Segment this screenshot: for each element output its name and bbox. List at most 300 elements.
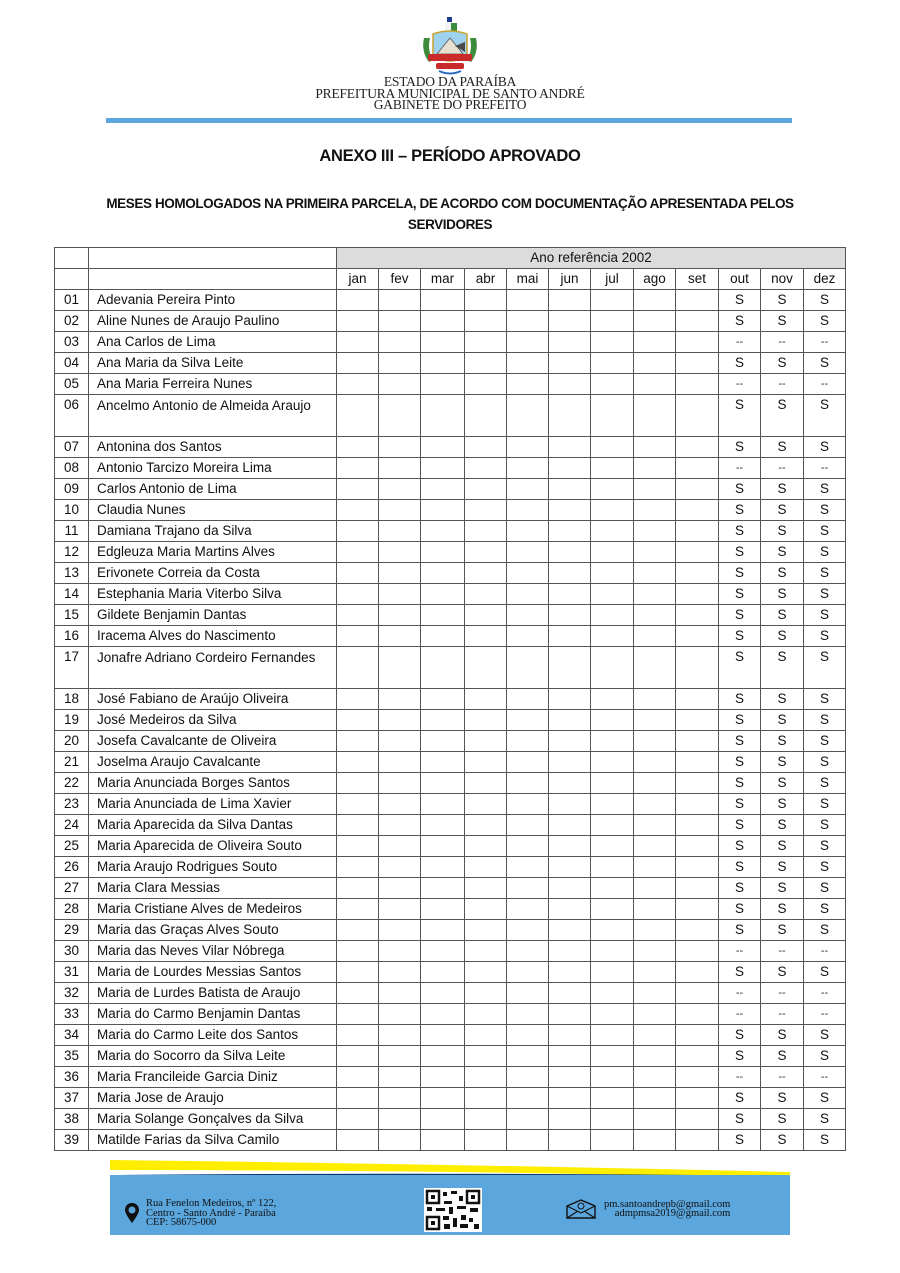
employee-name: Maria do Carmo Benjamin Dantas [89, 1004, 337, 1025]
employee-name: Maria das Graças Alves Souto [89, 920, 337, 941]
year-header-row [55, 248, 846, 269]
month-header-nov: nov [761, 269, 804, 290]
table-row [55, 563, 846, 584]
month-cell-fev [379, 626, 421, 647]
month-cell-mar [421, 500, 465, 521]
month-cell-mar [421, 878, 465, 899]
month-cell-mai [507, 920, 549, 941]
month-cell-ago [634, 752, 676, 773]
month-cell-jul [591, 626, 634, 647]
row-number: 36 [55, 1067, 89, 1088]
month-cell-jan [337, 374, 379, 395]
row-number: 37 [55, 1088, 89, 1109]
month-cell-jan [337, 332, 379, 353]
month-cell-mai [507, 1109, 549, 1130]
month-cell-mai [507, 395, 549, 437]
month-cell-nov: S [761, 689, 804, 710]
month-cell-fev [379, 731, 421, 752]
month-cell-mar [421, 689, 465, 710]
month-cell-mar [421, 1004, 465, 1025]
month-cell-jan [337, 458, 379, 479]
month-cell-out: S [719, 626, 761, 647]
month-cell-jan [337, 689, 379, 710]
month-cell-jun [549, 1109, 591, 1130]
table-row [55, 584, 846, 605]
month-cell-mar [421, 332, 465, 353]
row-number: 03 [55, 332, 89, 353]
month-cell-ago [634, 1004, 676, 1025]
month-cell-mar [421, 962, 465, 983]
org-line-office: GABINETE DO PREFEITO [373, 97, 527, 112]
month-cell-mar [421, 920, 465, 941]
month-cell-mai [507, 374, 549, 395]
month-cell-jul [591, 1130, 634, 1151]
month-cell-out: S [719, 731, 761, 752]
month-cell-mai [507, 563, 549, 584]
month-cell-out: S [719, 815, 761, 836]
month-cell-dez: S [804, 1046, 846, 1067]
footer-contact-emails [566, 1199, 730, 1219]
page-title: ANEXO III – PERÍODO APROVADO [319, 147, 581, 165]
month-cell-abr [465, 311, 507, 332]
month-cell-set [676, 1004, 719, 1025]
table-row [55, 689, 846, 710]
month-cell-set [676, 311, 719, 332]
month-cell-fev [379, 500, 421, 521]
month-cell-nov: S [761, 353, 804, 374]
month-cell-ago [634, 689, 676, 710]
month-cell-mai [507, 878, 549, 899]
month-cell-dez: S [804, 479, 846, 500]
month-cell-abr [465, 941, 507, 962]
month-cell-jul [591, 857, 634, 878]
month-header-ago: ago [634, 269, 676, 290]
month-cell-jan [337, 731, 379, 752]
row-number: 38 [55, 1109, 89, 1130]
month-cell-fev [379, 962, 421, 983]
employee-name: Maria de Lurdes Batista de Araujo [89, 983, 337, 1004]
month-cell-jan [337, 1067, 379, 1088]
table-row [55, 836, 846, 857]
row-number: 22 [55, 773, 89, 794]
month-cell-set [676, 1109, 719, 1130]
month-cell-jul [591, 437, 634, 458]
month-cell-dez: S [804, 395, 846, 437]
month-cell-nov: -- [761, 941, 804, 962]
month-cell-nov: S [761, 710, 804, 731]
month-cell-mar [421, 374, 465, 395]
month-cell-out: S [719, 584, 761, 605]
month-cell-nov: -- [761, 1067, 804, 1088]
month-cell-nov: -- [761, 374, 804, 395]
month-cell-fev [379, 374, 421, 395]
month-cell-mai [507, 290, 549, 311]
month-cell-dez: S [804, 311, 846, 332]
month-cell-ago [634, 710, 676, 731]
month-cell-mai [507, 899, 549, 920]
employee-name: Ana Maria Ferreira Nunes [89, 374, 337, 395]
month-cell-out: S [719, 395, 761, 437]
month-cell-mar [421, 857, 465, 878]
month-cell-abr [465, 458, 507, 479]
month-cell-nov: S [761, 794, 804, 815]
month-cell-nov: S [761, 815, 804, 836]
employee-name: Antonina dos Santos [89, 437, 337, 458]
month-cell-mai [507, 584, 549, 605]
month-cell-abr [465, 731, 507, 752]
month-cell-jun [549, 941, 591, 962]
month-cell-nov: S [761, 626, 804, 647]
month-cell-set [676, 773, 719, 794]
employee-name: Maria Anunciada de Lima Xavier [89, 794, 337, 815]
month-cell-out: -- [719, 374, 761, 395]
month-cell-ago [634, 290, 676, 311]
month-cell-jan [337, 983, 379, 1004]
month-cell-abr [465, 521, 507, 542]
month-cell-jan [337, 290, 379, 311]
month-cell-fev [379, 836, 421, 857]
month-cell-ago [634, 374, 676, 395]
row-number: 01 [55, 290, 89, 311]
month-cell-jun [549, 353, 591, 374]
row-number: 05 [55, 374, 89, 395]
month-cell-out: S [719, 521, 761, 542]
month-cell-jan [337, 1130, 379, 1151]
month-cell-jul [591, 920, 634, 941]
month-cell-ago [634, 353, 676, 374]
month-cell-mai [507, 605, 549, 626]
employee-name: Maria das Neves Vilar Nóbrega [89, 941, 337, 962]
month-cell-dez: S [804, 605, 846, 626]
employee-name: José Medeiros da Silva [89, 710, 337, 731]
month-cell-nov: -- [761, 332, 804, 353]
month-cell-jan [337, 1025, 379, 1046]
month-cell-mai [507, 521, 549, 542]
month-cell-dez: S [804, 752, 846, 773]
footer [110, 1158, 790, 1238]
month-cell-dez: S [804, 773, 846, 794]
month-cell-dez: S [804, 689, 846, 710]
month-cell-jul [591, 1004, 634, 1025]
row-number: 16 [55, 626, 89, 647]
month-cell-fev [379, 605, 421, 626]
table-row [55, 458, 846, 479]
month-cell-out: S [719, 794, 761, 815]
month-cell-ago [634, 395, 676, 437]
month-cell-mar [421, 1109, 465, 1130]
month-cell-dez: -- [804, 374, 846, 395]
month-cell-nov: S [761, 752, 804, 773]
month-cell-dez: S [804, 836, 846, 857]
month-cell-out: -- [719, 332, 761, 353]
month-cell-jan [337, 857, 379, 878]
month-cell-abr [465, 752, 507, 773]
month-cell-mar [421, 836, 465, 857]
row-number: 23 [55, 794, 89, 815]
month-cell-ago [634, 773, 676, 794]
month-cell-mai [507, 353, 549, 374]
month-cell-mai [507, 647, 549, 689]
month-cell-dez: S [804, 1088, 846, 1109]
month-cell-abr [465, 836, 507, 857]
month-cell-mai [507, 1067, 549, 1088]
month-cell-jul [591, 647, 634, 689]
table-row [55, 332, 846, 353]
month-cell-jan [337, 542, 379, 563]
month-cell-dez: S [804, 1109, 846, 1130]
employee-name: Erivonete Correia da Costa [89, 563, 337, 584]
month-cell-abr [465, 1067, 507, 1088]
month-cell-nov: S [761, 857, 804, 878]
month-cell-fev [379, 773, 421, 794]
month-cell-set [676, 794, 719, 815]
month-cell-set [676, 605, 719, 626]
month-cell-ago [634, 920, 676, 941]
month-cell-fev [379, 878, 421, 899]
employee-name: Maria de Lourdes Messias Santos [89, 962, 337, 983]
table-row [55, 374, 846, 395]
month-cell-jun [549, 731, 591, 752]
month-cell-nov: S [761, 521, 804, 542]
month-cell-nov: S [761, 605, 804, 626]
month-cell-out: S [719, 836, 761, 857]
month-cell-set [676, 836, 719, 857]
month-cell-abr [465, 584, 507, 605]
table-row [55, 1046, 846, 1067]
employee-name: Maria Francileide Garcia Diniz [89, 1067, 337, 1088]
employee-name: Maria Aparecida de Oliveira Souto [89, 836, 337, 857]
month-cell-ago [634, 605, 676, 626]
table-row [55, 878, 846, 899]
table-row [55, 479, 846, 500]
month-cell-set [676, 584, 719, 605]
row-number: 17 [55, 647, 89, 689]
qr-code-icon [424, 1188, 482, 1232]
table-row [55, 1109, 846, 1130]
month-cell-ago [634, 1130, 676, 1151]
month-cell-abr [465, 710, 507, 731]
table-row [55, 710, 846, 731]
month-cell-fev [379, 1046, 421, 1067]
month-cell-jan [337, 878, 379, 899]
org-line-prefecture: PREFEITURA MUNICIPAL DE SANTO ANDRÉ [315, 85, 585, 101]
employee-name: Jonafre Adriano Cordeiro Fernandes [89, 647, 337, 689]
month-cell-jul [591, 689, 634, 710]
month-cell-jun [549, 752, 591, 773]
month-cell-jun [549, 689, 591, 710]
month-cell-dez: S [804, 899, 846, 920]
month-cell-fev [379, 752, 421, 773]
month-header-row [55, 269, 846, 290]
month-cell-fev [379, 1109, 421, 1130]
month-cell-set [676, 500, 719, 521]
row-number: 32 [55, 983, 89, 1004]
row-number: 02 [55, 311, 89, 332]
month-cell-out: S [719, 605, 761, 626]
month-cell-abr [465, 1130, 507, 1151]
month-cell-ago [634, 962, 676, 983]
month-cell-jun [549, 857, 591, 878]
month-cell-abr [465, 374, 507, 395]
month-cell-set [676, 521, 719, 542]
month-cell-mar [421, 521, 465, 542]
month-cell-jan [337, 920, 379, 941]
month-cell-abr [465, 983, 507, 1004]
month-cell-nov: S [761, 899, 804, 920]
month-cell-ago [634, 626, 676, 647]
table-row [55, 626, 846, 647]
month-cell-mar [421, 353, 465, 374]
month-cell-fev [379, 899, 421, 920]
month-cell-jun [549, 458, 591, 479]
email-primary[interactable]: pm.santoandrepb@gmail.com [604, 1198, 731, 1210]
month-cell-jun [549, 1130, 591, 1151]
month-cell-jul [591, 710, 634, 731]
month-cell-ago [634, 815, 676, 836]
row-number: 07 [55, 437, 89, 458]
employee-name: Ancelmo Antonio de Almeida Araujo [89, 395, 337, 437]
month-cell-out: S [719, 710, 761, 731]
month-cell-dez: S [804, 1025, 846, 1046]
month-cell-jul [591, 542, 634, 563]
month-cell-jul [591, 332, 634, 353]
table-row [55, 437, 846, 458]
table-row [55, 815, 846, 836]
month-cell-jun [549, 605, 591, 626]
table-row [55, 290, 846, 311]
employee-name: Maria Aparecida da Silva Dantas [89, 815, 337, 836]
month-cell-dez: -- [804, 1004, 846, 1025]
month-cell-set [676, 290, 719, 311]
month-cell-mar [421, 794, 465, 815]
table-row [55, 542, 846, 563]
employee-name: Antonio Tarcizo Moreira Lima [89, 458, 337, 479]
month-cell-nov: S [761, 479, 804, 500]
month-cell-jun [549, 374, 591, 395]
month-cell-jan [337, 1088, 379, 1109]
month-cell-set [676, 353, 719, 374]
month-cell-abr [465, 500, 507, 521]
month-cell-jan [337, 752, 379, 773]
month-cell-set [676, 395, 719, 437]
month-cell-nov: -- [761, 458, 804, 479]
month-cell-abr [465, 542, 507, 563]
row-number: 29 [55, 920, 89, 941]
month-cell-mar [421, 752, 465, 773]
month-cell-mar [421, 1025, 465, 1046]
month-cell-dez: S [804, 500, 846, 521]
month-cell-out: -- [719, 941, 761, 962]
employee-name: Maria do Carmo Leite dos Santos [89, 1025, 337, 1046]
month-cell-set [676, 437, 719, 458]
table-row [55, 1088, 846, 1109]
month-cell-jun [549, 962, 591, 983]
month-cell-mai [507, 794, 549, 815]
month-cell-out: S [719, 563, 761, 584]
month-cell-dez: S [804, 584, 846, 605]
month-cell-set [676, 1067, 719, 1088]
month-cell-fev [379, 941, 421, 962]
month-cell-out: S [719, 752, 761, 773]
month-header-mai: mai [507, 269, 549, 290]
table-row [55, 395, 846, 437]
month-cell-fev [379, 542, 421, 563]
month-cell-nov: S [761, 1130, 804, 1151]
month-cell-fev [379, 1088, 421, 1109]
month-cell-out: S [719, 1109, 761, 1130]
month-cell-jun [549, 815, 591, 836]
month-cell-dez: -- [804, 458, 846, 479]
month-cell-jun [549, 437, 591, 458]
month-cell-abr [465, 437, 507, 458]
table-row [55, 752, 846, 773]
month-cell-out: S [719, 479, 761, 500]
month-cell-mar [421, 542, 465, 563]
month-cell-fev [379, 1004, 421, 1025]
month-cell-out: -- [719, 458, 761, 479]
row-number: 11 [55, 521, 89, 542]
month-cell-set [676, 458, 719, 479]
month-cell-jun [549, 1046, 591, 1067]
empty-cell [89, 248, 337, 269]
month-cell-ago [634, 647, 676, 689]
month-cell-mai [507, 689, 549, 710]
month-cell-mai [507, 815, 549, 836]
month-cell-mai [507, 962, 549, 983]
month-cell-jul [591, 815, 634, 836]
month-cell-set [676, 962, 719, 983]
month-cell-out: S [719, 311, 761, 332]
email-secondary[interactable]: admpmsa2019@gmail.com [614, 1208, 731, 1219]
month-cell-jul [591, 794, 634, 815]
month-cell-abr [465, 563, 507, 584]
month-cell-abr [465, 290, 507, 311]
month-cell-out: -- [719, 1004, 761, 1025]
row-number: 31 [55, 962, 89, 983]
row-number: 19 [55, 710, 89, 731]
month-cell-jun [549, 878, 591, 899]
month-cell-jul [591, 605, 634, 626]
month-cell-abr [465, 920, 507, 941]
table-row [55, 500, 846, 521]
employee-name: Maria Cristiane Alves de Medeiros [89, 899, 337, 920]
employee-name: Maria Anunciada Borges Santos [89, 773, 337, 794]
month-cell-jan [337, 899, 379, 920]
month-cell-mar [421, 395, 465, 437]
month-cell-jun [549, 626, 591, 647]
month-cell-ago [634, 521, 676, 542]
table-row [55, 794, 846, 815]
employee-name: Edgleuza Maria Martins Alves [89, 542, 337, 563]
month-cell-set [676, 479, 719, 500]
month-cell-mar [421, 584, 465, 605]
month-cell-out: S [719, 689, 761, 710]
month-cell-jul [591, 773, 634, 794]
month-cell-jun [549, 584, 591, 605]
month-cell-dez: S [804, 521, 846, 542]
month-cell-jan [337, 311, 379, 332]
month-cell-jul [591, 584, 634, 605]
table-row [55, 857, 846, 878]
month-cell-set [676, 878, 719, 899]
month-cell-ago [634, 479, 676, 500]
month-cell-dez: S [804, 437, 846, 458]
employee-name: Maria Clara Messias [89, 878, 337, 899]
month-cell-set [676, 710, 719, 731]
month-cell-nov: -- [761, 983, 804, 1004]
employee-name: Adevania Pereira Pinto [89, 290, 337, 311]
table-row [55, 1004, 846, 1025]
